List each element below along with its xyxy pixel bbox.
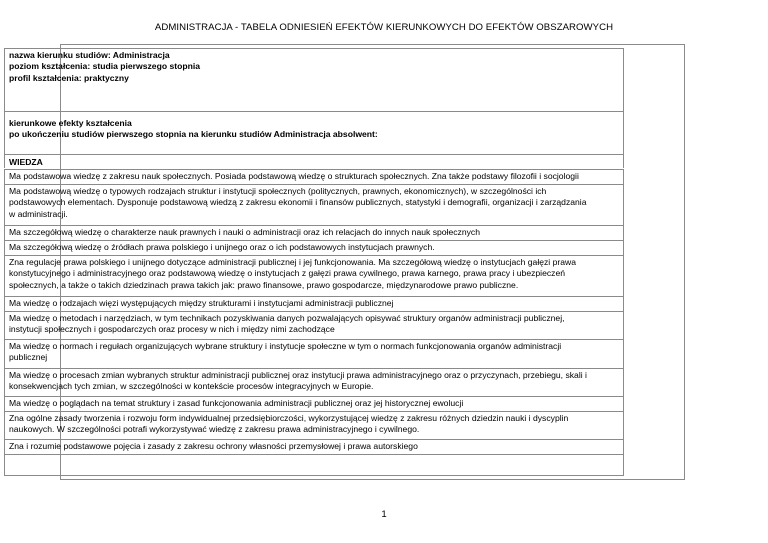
- study-profile: profil kształcenia: praktyczny: [9, 72, 129, 83]
- outcome-text: Zna ogólne zasady tworzenia i rozwoju form indywidualnej przedsiębiorczości, wykorzystującej wiedzę z zakresu różnych dziedzin nauki i dyscyplin: [9, 413, 569, 423]
- study-level: poziom kształcenia: studia pierwszego stopnia: [9, 61, 201, 72]
- table-row: [4, 296, 624, 311]
- outcome-text: Ma podstawową wiedzę o typowych rodzajach struktur i instytucji społecznych (politycznych, prawnych, ekonomicznych), w szczególności ich: [9, 186, 547, 196]
- outcome-text: Ma szczegółową wiedzę o charakterze nauk prawnych i nauki o administracji oraz ich relacjach do innych nauk społecznych: [9, 227, 480, 237]
- outcome-text: w administracji.: [9, 208, 68, 219]
- section-heading-cell: [4, 154, 624, 168]
- table-row: [4, 439, 624, 454]
- outcome-text: konstytucyjnego i administracyjnego oraz podstawową wiedzę o instytucjach z gałęzi prawa cywilnego, prawa karnego, prawa pracy i ubezpieczeń: [9, 268, 566, 279]
- field-of-study: nazwa kierunku studiów: Administracja: [9, 50, 170, 60]
- outcomes-subtitle: po ukończeniu studiów pierwszego stopnia na kierunku studiów Administracja absolwent:: [9, 129, 378, 140]
- outcome-text: konsekwencjach tych zmian, w szczególności w kontekście procesów integracyjnych w Europie.: [9, 381, 374, 392]
- table-row: [4, 255, 624, 296]
- table-row: [4, 411, 624, 439]
- outcome-text: Ma wiedzę o procesach zmian wybranych struktur administracji publicznej oraz instytucji prawa administracyjnego oraz o przyczynach, przebiegu, skali i: [9, 370, 587, 380]
- table-row: [4, 396, 624, 411]
- outcome-text: Ma wiedzę o normach i regułach organizujących wybrane struktury i instytucje społeczne w tym o normach funkcjonowania organów administracji: [9, 341, 562, 351]
- outcome-text: Ma wiedzę o metodach i narzędziach, w tym technikach pozyskiwania danych pozwalających opisywać struktury organów administracji publicznej,: [9, 313, 565, 323]
- table-row: [4, 368, 624, 396]
- outcome-text: Zna regulacje prawa polskiego i unijnego dotyczące administracji publicznej i jej funkcjonowania. Ma szczegółową wiedzę o instytucjach gałęzi prawa: [9, 257, 577, 267]
- outcome-text: Ma podstawowa wiedzę z zakresu nauk społecznych. Posiada podstawową wiedzę o strukturach społecznych. Zna także podstawy filozofii i socjologii: [9, 171, 579, 181]
- outcome-text: Ma wiedzę o poglądach na temat struktury i zasad funkcjonowania administracji publicznej oraz jej historycznej ewolucji: [9, 398, 464, 408]
- outcomes-title: kierunkowe efekty kształcenia: [9, 118, 132, 128]
- table-row: [4, 240, 624, 255]
- table-row: [4, 225, 624, 240]
- section-title-wiedza: WIEDZA: [9, 157, 43, 167]
- outcome-text: społecznych, a także o takich dziedzinach prawa takich jak: prawo finansowe, prawo gospodarcze, międzynarodowe prawo publiczne.: [9, 279, 519, 290]
- table-row: [4, 311, 624, 339]
- outcomes-heading-cell: [4, 111, 624, 154]
- outcome-text: Zna i rozumie podstawowe pojęcia i zasady z zakresu ochrony własności przemysłowej i prawa autorskiego: [9, 441, 418, 451]
- outcome-text: publicznej: [9, 352, 48, 363]
- empty-table-row: [4, 454, 624, 476]
- program-info-cell: [4, 48, 624, 111]
- outcome-text: Ma szczegółową wiedzę o źródłach prawa polskiego i unijnego oraz o ich podstawowych instytucjach prawnych.: [9, 242, 435, 252]
- outcome-text: instytucji społecznych i gospodarczych oraz procesy w nich i między nimi zachodzące: [9, 324, 335, 335]
- outcome-text: naukowych. W szczególności potrafi wykorzystywać wiedzę z zakresu prawa administracyjnego i cywilnego.: [9, 424, 420, 435]
- table-row: [4, 184, 624, 225]
- document-header: ADMINISTRACJA - TABELA ODNIESIEŃ EFEKTÓW KIERUNKOWYCH DO EFEKTÓW OBSZAROWYCH: [154, 22, 614, 33]
- outcome-text: podstawowych elementach. Dysponuje podstawową wiedzą z zakresu ekonomii i finansów publicznych, statystyki i demografii, organizacji i zarządzania: [9, 197, 587, 208]
- page-number: 1: [381, 509, 387, 520]
- table-row: [4, 169, 624, 184]
- outcome-text: Ma wiedzę o rodzajach więzi występujących między strukturami i instytucjami administracji publicznej: [9, 298, 394, 308]
- table-row: [4, 339, 624, 368]
